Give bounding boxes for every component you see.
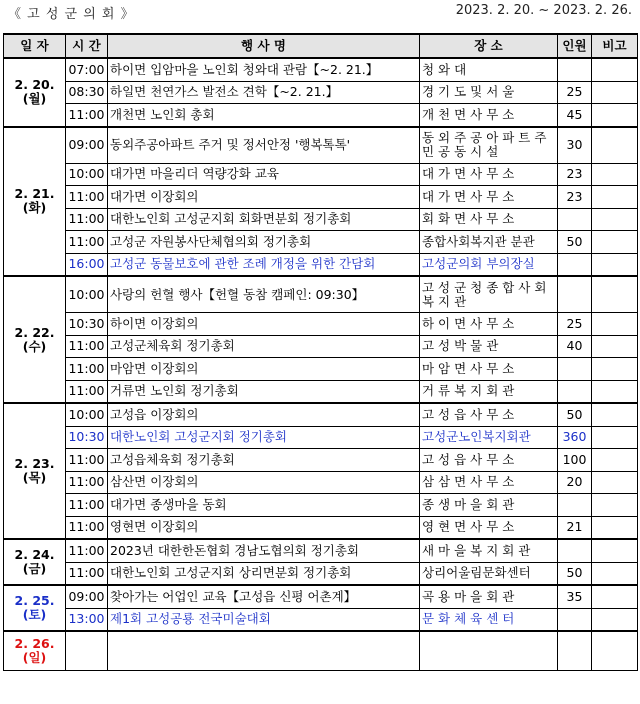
event-time: 11:00 — [66, 471, 108, 494]
document-header — [8, 3, 632, 21]
event-time: 11:00 — [66, 231, 108, 254]
event-note — [592, 539, 638, 562]
event-name: 제1회 고성공룡 전국미술대회 — [108, 608, 420, 631]
event-place: 대 가 면 사 무 소 — [420, 163, 558, 186]
event-name: 고성읍 이장회의 — [108, 403, 420, 426]
event-name: 동외주공아파트 주거 및 정서안정 '행복톡톡' — [108, 127, 420, 164]
event-place: 고 성 읍 사 무 소 — [420, 403, 558, 426]
event-place: 개 천 면 사 무 소 — [420, 104, 558, 127]
day-weekday: (목) — [22, 470, 47, 485]
day-weekday: (토) — [22, 607, 47, 622]
event-time: 07:00 — [66, 58, 108, 81]
event-note — [592, 81, 638, 104]
table-row — [4, 81, 638, 104]
event-note — [592, 516, 638, 539]
col-note: 비고 — [592, 34, 638, 58]
event-people: 35 — [558, 585, 592, 608]
event-name: 개천면 노인회 총회 — [108, 104, 420, 127]
event-note — [592, 358, 638, 381]
table-row — [4, 608, 638, 631]
event-note — [592, 449, 638, 472]
day-date: 2. 24. — [14, 547, 55, 562]
event-time: 11:00 — [66, 494, 108, 517]
day-weekday: (일) — [22, 650, 47, 665]
event-time: 11:00 — [66, 449, 108, 472]
event-people — [558, 608, 592, 631]
table-row — [4, 104, 638, 127]
event-people: 50 — [558, 403, 592, 426]
day-weekday: (화) — [22, 200, 47, 216]
event-people: 23 — [558, 186, 592, 209]
day-cell — [4, 276, 66, 403]
event-people: 360 — [558, 426, 592, 449]
day-date: 2. 22. — [14, 324, 55, 340]
council-title: 《 고 성 군 의 회 》 — [8, 7, 135, 22]
event-note — [592, 608, 638, 631]
event-note — [592, 163, 638, 186]
schedule-table — [3, 33, 638, 671]
event-people: 40 — [558, 335, 592, 358]
day-cell — [4, 539, 66, 585]
event-place: 동 외 주 공 아 파 트 주 민 공 동 시 설 — [420, 127, 558, 164]
day-date: 2. 21. — [14, 186, 55, 202]
event-place: 삼 삼 면 사 무 소 — [420, 471, 558, 494]
event-time: 11:00 — [66, 516, 108, 539]
event-name: 대한노인회 고성군지회 정기총회 — [108, 426, 420, 449]
event-place: 마 암 면 사 무 소 — [420, 358, 558, 381]
event-name: 하일면 천연가스 발전소 견학【~2. 21.】 — [108, 81, 420, 104]
event-people — [558, 58, 592, 81]
event-place: 문 화 체 육 센 터 — [420, 608, 558, 631]
event-people — [558, 253, 592, 276]
event-place — [420, 631, 558, 671]
event-note — [592, 562, 638, 585]
event-name: 대한노인회 고성군지회 회화면분회 정기총회 — [108, 208, 420, 231]
table-row — [4, 494, 638, 517]
event-name: 고성군 자원봉사단체협의회 정기총회 — [108, 231, 420, 254]
event-note — [592, 494, 638, 517]
day-weekday: (금) — [22, 561, 47, 576]
event-place: 회 화 면 사 무 소 — [420, 208, 558, 231]
event-name: 고성읍체육회 정기총회 — [108, 449, 420, 472]
event-note — [592, 631, 638, 671]
event-people — [558, 208, 592, 231]
col-event: 행 사 명 — [108, 34, 420, 58]
event-people: 25 — [558, 81, 592, 104]
event-people — [558, 631, 592, 671]
event-place: 새 마 을 복 지 회 관 — [420, 539, 558, 562]
event-note — [592, 426, 638, 449]
event-time: 11:00 — [66, 335, 108, 358]
table-row — [4, 471, 638, 494]
event-note — [592, 253, 638, 276]
event-name: 대한노인회 고성군지회 상리면분회 정기총회 — [108, 562, 420, 585]
event-note — [592, 471, 638, 494]
event-time: 13:00 — [66, 608, 108, 631]
event-note — [592, 276, 638, 313]
day-date: 2. 26. — [14, 636, 55, 651]
event-place: 종 생 마 을 회 관 — [420, 494, 558, 517]
event-note — [592, 231, 638, 254]
event-note — [592, 380, 638, 403]
event-name: 대가면 이장회의 — [108, 186, 420, 209]
event-name: 찾아가는 어업인 교육【고성읍 신평 어촌계】 — [108, 585, 420, 608]
event-note — [592, 208, 638, 231]
event-time: 11:00 — [66, 539, 108, 562]
event-time: 10:30 — [66, 426, 108, 449]
day-date: 2. 23. — [14, 456, 55, 471]
event-place: 거 류 복 지 회 관 — [420, 380, 558, 403]
table-row — [4, 539, 638, 562]
table-row — [4, 516, 638, 539]
event-name: 대가면 종생마을 동회 — [108, 494, 420, 517]
event-name: 하이면 이장회의 — [108, 313, 420, 336]
event-people: 23 — [558, 163, 592, 186]
event-people: 100 — [558, 449, 592, 472]
event-time: 11:00 — [66, 380, 108, 403]
event-people: 25 — [558, 313, 592, 336]
table-row — [4, 163, 638, 186]
date-range: 2023. 2. 20. ~ 2023. 2. 26. — [455, 3, 632, 18]
event-time: 08:30 — [66, 81, 108, 104]
event-time: 10:00 — [66, 403, 108, 426]
col-people: 인원 — [558, 34, 592, 58]
event-people: 20 — [558, 471, 592, 494]
event-time: 11:00 — [66, 208, 108, 231]
event-name: 거류면 노인회 정기총회 — [108, 380, 420, 403]
table-row — [4, 127, 638, 164]
event-time: 11:00 — [66, 562, 108, 585]
col-time: 시 간 — [66, 34, 108, 58]
table-row — [4, 562, 638, 585]
event-place: 고성군의회 부의장실 — [420, 253, 558, 276]
day-cell — [4, 58, 66, 127]
event-place: 경 기 도 및 서 울 — [420, 81, 558, 104]
event-people — [558, 539, 592, 562]
event-place: 고 성 군 청 종 합 사 회 복 지 관 — [420, 276, 558, 313]
event-place: 고성군노인복지회관 — [420, 426, 558, 449]
event-name: 하이면 입암마을 노인회 청와대 관람【~2. 21.】 — [108, 58, 420, 81]
event-time: 11:00 — [66, 186, 108, 209]
event-place: 종합사회복지관 분관 — [420, 231, 558, 254]
event-time: 11:00 — [66, 358, 108, 381]
event-time: 10:00 — [66, 163, 108, 186]
event-place: 영 현 면 사 무 소 — [420, 516, 558, 539]
table-row — [4, 449, 638, 472]
event-note — [592, 127, 638, 164]
event-name — [108, 631, 420, 671]
table-row — [4, 403, 638, 426]
day-cell — [4, 127, 66, 277]
event-time: 09:00 — [66, 585, 108, 608]
table-row — [4, 186, 638, 209]
event-name: 사랑의 헌혈 행사【헌혈 동참 캠페인: 09:30】 — [108, 276, 420, 313]
header-row — [4, 34, 638, 58]
event-name: 고성군체육회 정기총회 — [108, 335, 420, 358]
event-time: 09:00 — [66, 127, 108, 164]
day-weekday: (월) — [22, 91, 47, 107]
event-people: 21 — [558, 516, 592, 539]
event-name: 고성군 동물보호에 관한 조례 개정을 위한 간담회 — [108, 253, 420, 276]
event-note — [592, 58, 638, 81]
table-row — [4, 58, 638, 81]
day-cell — [4, 403, 66, 539]
event-people: 50 — [558, 231, 592, 254]
event-name: 삼산면 이장회의 — [108, 471, 420, 494]
event-name: 대가면 마을리더 역량강화 교육 — [108, 163, 420, 186]
event-note — [592, 186, 638, 209]
event-place: 대 가 면 사 무 소 — [420, 186, 558, 209]
day-cell — [4, 585, 66, 631]
table-row — [4, 276, 638, 313]
col-place: 장 소 — [420, 34, 558, 58]
table-row — [4, 335, 638, 358]
table-row — [4, 426, 638, 449]
event-note — [592, 335, 638, 358]
event-time: 10:30 — [66, 313, 108, 336]
table-row — [4, 358, 638, 381]
event-people — [558, 276, 592, 313]
event-name: 2023년 대한한돈협회 경남도협의회 정기총회 — [108, 539, 420, 562]
event-note — [592, 585, 638, 608]
event-place: 고 성 박 물 관 — [420, 335, 558, 358]
table-row — [4, 380, 638, 403]
day-cell — [4, 631, 66, 671]
event-place: 상리어울림문화센터 — [420, 562, 558, 585]
day-date: 2. 20. — [14, 77, 55, 93]
event-time: 11:00 — [66, 104, 108, 127]
table-row — [4, 585, 638, 608]
table-row — [4, 253, 638, 276]
event-time — [66, 631, 108, 671]
table-row — [4, 313, 638, 336]
event-time: 10:00 — [66, 276, 108, 313]
schedule-body — [4, 58, 638, 671]
col-date: 일 자 — [4, 34, 66, 58]
event-name: 영현면 이장회의 — [108, 516, 420, 539]
event-people: 45 — [558, 104, 592, 127]
table-row — [4, 631, 638, 671]
event-place: 곡 용 마 을 회 관 — [420, 585, 558, 608]
day-weekday: (수) — [22, 338, 47, 354]
event-people — [558, 358, 592, 381]
event-people — [558, 494, 592, 517]
table-row — [4, 208, 638, 231]
event-note — [592, 313, 638, 336]
event-people: 50 — [558, 562, 592, 585]
event-place: 하 이 면 사 무 소 — [420, 313, 558, 336]
event-note — [592, 403, 638, 426]
event-note — [592, 104, 638, 127]
event-place: 고 성 읍 사 무 소 — [420, 449, 558, 472]
event-place: 청 와 대 — [420, 58, 558, 81]
event-time: 16:00 — [66, 253, 108, 276]
event-people — [558, 380, 592, 403]
event-people: 30 — [558, 127, 592, 164]
event-name: 마암면 이장회의 — [108, 358, 420, 381]
day-date: 2. 25. — [14, 593, 55, 608]
table-row — [4, 231, 638, 254]
